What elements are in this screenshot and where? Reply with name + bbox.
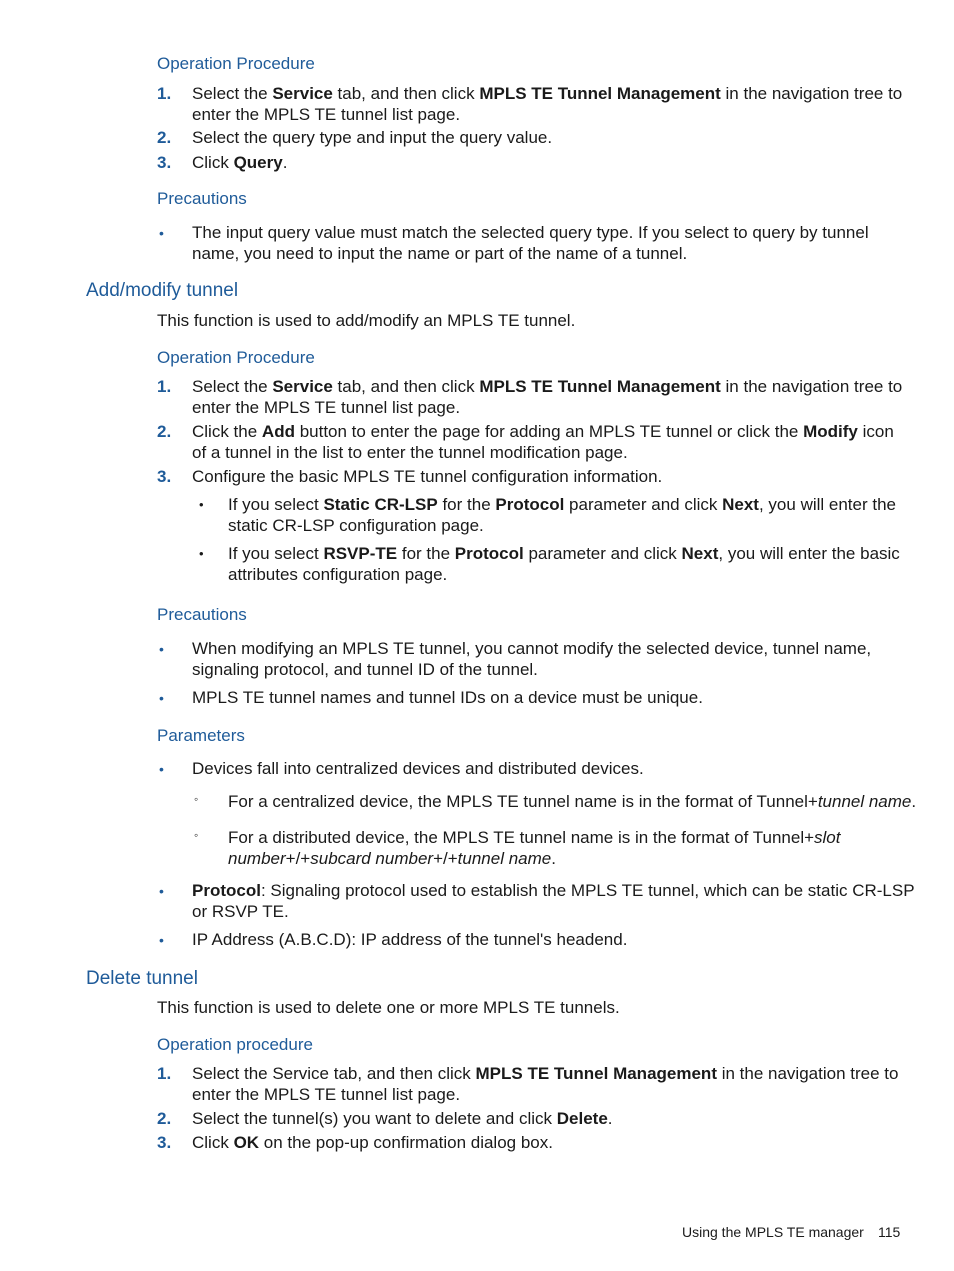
step-text: Click OK on the pop-up confirmation dialog box. <box>192 1133 553 1152</box>
step-number: 2. <box>157 1109 172 1128</box>
footer-title: Using the MPLS TE manager <box>682 1224 864 1240</box>
step-text: Select the Service tab, and then click MPLS TE Tunnel Management in the navigation tree to enter the MPLS TE tunnel list page. <box>192 1064 899 1104</box>
bullet-text: The input query value must match the selected query type. If you select to query by tunnel name, you need to input the name or part of the name of a tunnel. <box>192 223 869 263</box>
section-heading-precautions: Precautions <box>157 605 247 624</box>
sub-bullet-text: If you select Static CR-LSP for the Protocol parameter and click Next, you will enter the static CR-LSP configuration page. <box>228 495 896 535</box>
circle-bullet-icon: ◦ <box>194 828 199 842</box>
step-text: Click the Add button to enter the page for adding an MPLS TE tunnel or click the Modify icon of a tunnel in the list to enter the tunnel modification page. <box>192 422 894 462</box>
section-intro: This function is used to add/modify an MPLS TE tunnel. <box>157 311 576 330</box>
section-heading-add-modify-tunnel: Add/modify tunnel <box>86 280 239 301</box>
step-number: 3. <box>157 153 172 172</box>
step-number: 3. <box>157 467 172 486</box>
bullet-icon: • <box>159 225 164 241</box>
bullet-icon: • <box>159 761 164 777</box>
step-text: Select the tunnel(s) you want to delete and click Delete. <box>192 1109 613 1128</box>
bullet-text: Protocol: Signaling protocol used to establish the MPLS TE tunnel, which can be static CR-LSP or RSVP TE. <box>192 881 915 921</box>
sub-bullet-text: For a distributed device, the MPLS TE tunnel name is in the format of Tunnel+slot number+/+subcard number+/+tunnel name. <box>228 828 841 868</box>
section-heading-operation-procedure: Operation Procedure <box>157 54 315 73</box>
circle-bullet-icon: ◦ <box>194 792 199 806</box>
section-heading-operation-procedure: Operation procedure <box>157 1035 313 1054</box>
sub-bullet-text: If you select RSVP-TE for the Protocol parameter and click Next, you will enter the basic attributes configuration page. <box>228 544 900 584</box>
step-number: 1. <box>157 377 172 396</box>
step-number: 3. <box>157 1133 172 1152</box>
step-number: 1. <box>157 1064 172 1083</box>
bullet-icon: • <box>159 641 164 657</box>
bullet-text: When modifying an MPLS TE tunnel, you cannot modify the selected device, tunnel name, signaling protocol, and tunnel ID of the tunnel. <box>192 639 872 679</box>
page-number: 115 <box>878 1224 901 1240</box>
bullet-text: Devices fall into centralized devices and distributed devices. <box>192 759 644 778</box>
step-number: 2. <box>157 128 172 147</box>
bullet-icon: • <box>159 932 164 948</box>
step-text: Select the query type and input the query value. <box>192 128 553 147</box>
step-number: 2. <box>157 422 172 441</box>
step-text: Configure the basic MPLS TE tunnel configuration information. <box>192 467 663 486</box>
bullet-icon: • <box>199 546 204 561</box>
sub-bullet-text: For a centralized device, the MPLS TE tunnel name is in the format of Tunnel+tunnel name. <box>228 792 917 811</box>
section-heading-operation-procedure: Operation Procedure <box>157 348 315 367</box>
section-heading-delete-tunnel: Delete tunnel <box>86 968 198 989</box>
section-intro: This function is used to delete one or more MPLS TE tunnels. <box>157 998 620 1017</box>
bullet-icon: • <box>159 690 164 706</box>
step-text: Select the Service tab, and then click MPLS TE Tunnel Management in the navigation tree to enter the MPLS TE tunnel list page. <box>192 84 903 124</box>
section-heading-precautions: Precautions <box>157 189 247 208</box>
step-number: 1. <box>157 84 172 103</box>
step-text: Select the Service tab, and then click MPLS TE Tunnel Management in the navigation tree to enter the MPLS TE tunnel list page. <box>192 377 903 417</box>
bullet-text: IP Address (A.B.C.D): IP address of the tunnel's headend. <box>192 930 628 949</box>
step-text: Click Query. <box>192 153 288 172</box>
bullet-icon: • <box>199 497 204 512</box>
bullet-icon: • <box>159 883 164 899</box>
section-heading-parameters: Parameters <box>157 726 245 745</box>
bullet-text: MPLS TE tunnel names and tunnel IDs on a device must be unique. <box>192 688 703 707</box>
